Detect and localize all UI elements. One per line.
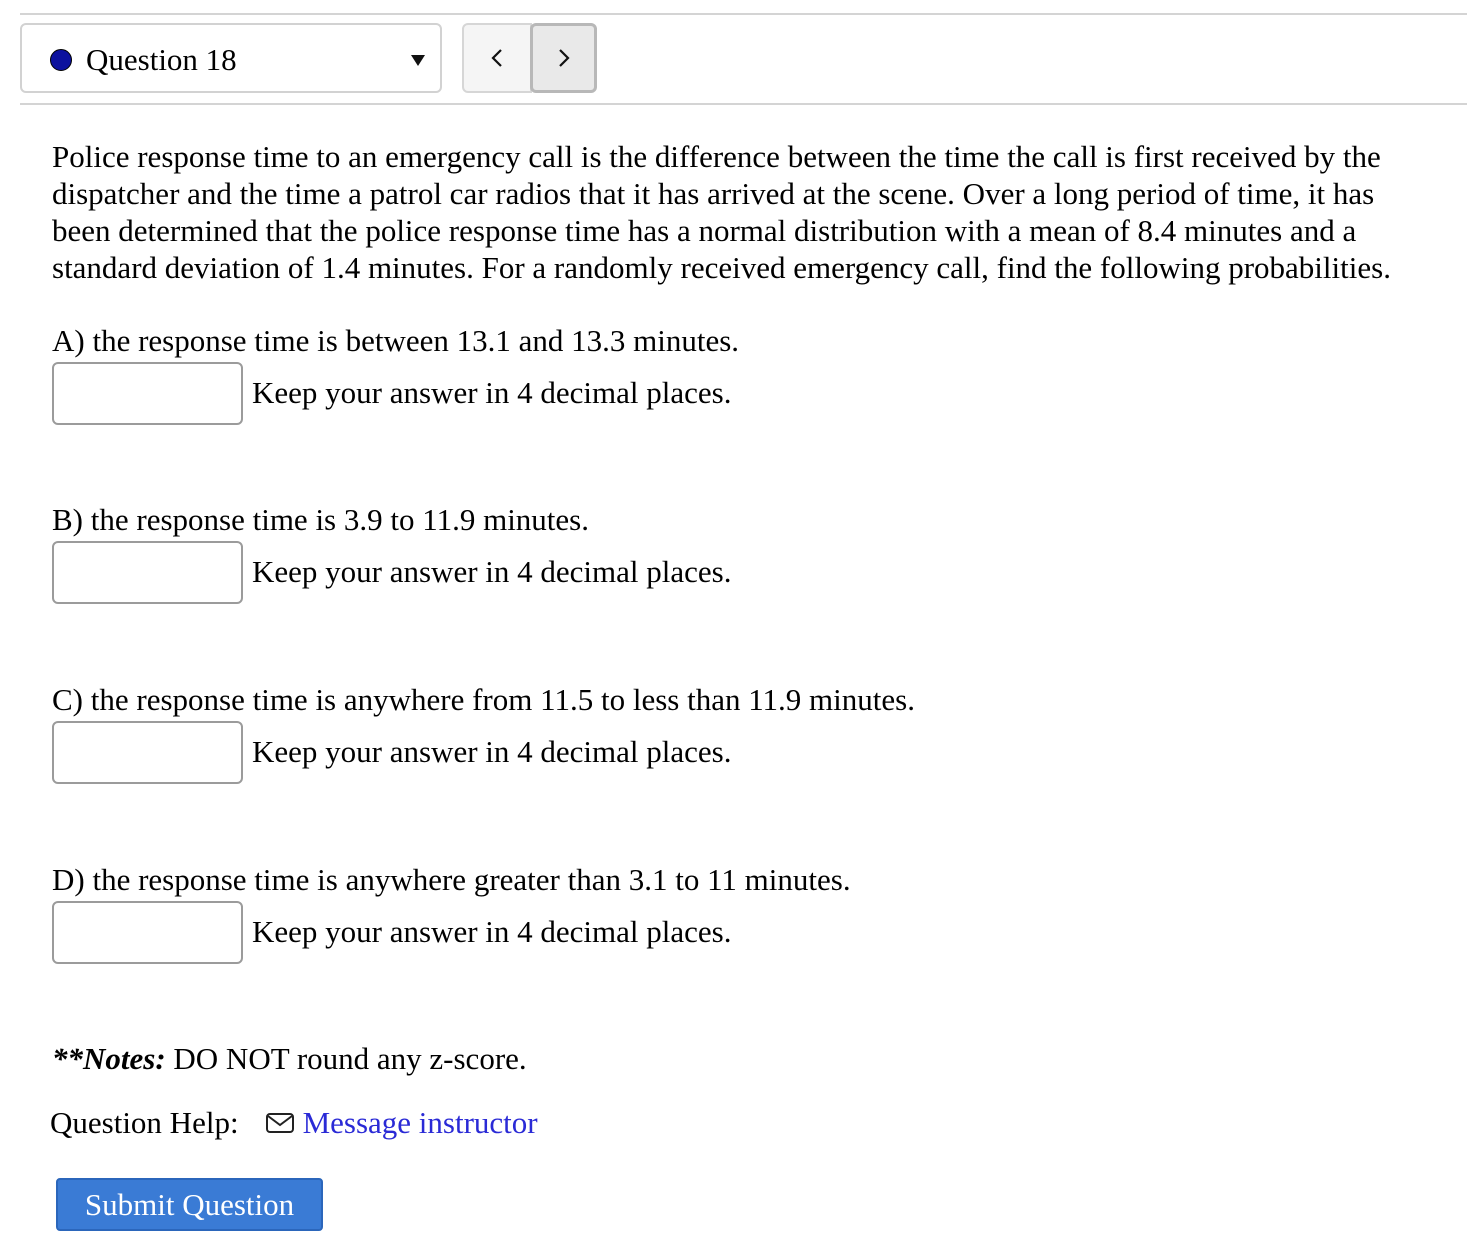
chevron-left-icon (490, 47, 504, 69)
stem-line: standard deviation of 1.4 minutes. For a randomly received emergency call, find the following probabilities. (52, 250, 1391, 285)
previous-question-button[interactable] (462, 23, 532, 93)
part-d-prompt: D) the response time is anywhere greater than 3.1 to 11 minutes. (52, 862, 851, 897)
envelope-icon[interactable] (265, 1111, 295, 1135)
stem-line: dispatcher and the time a patrol car radios that it has arrived at the scene. Over a long period of time, it has (52, 176, 1375, 211)
question-help-label: Question Help: (50, 1105, 239, 1140)
stem-line: been determined that the police response time has a normal distribution with a mean of 8.4 minutes and a (52, 213, 1357, 248)
part-b-answer-input[interactable] (52, 541, 243, 604)
part-b-hint: Keep your answer in 4 decimal places. (252, 554, 732, 589)
chevron-right-icon (557, 47, 571, 69)
part-c-answer-input[interactable] (52, 721, 243, 784)
part-c-prompt: C) the response time is anywhere from 11.5 to less than 11.9 minutes. (52, 682, 915, 717)
notes-text: DO NOT round any z-score. (165, 1041, 527, 1076)
part-d-answer-input[interactable] (52, 901, 243, 964)
stem-line: Police response time to an emergency call is the difference between the time the call is first received by the (52, 139, 1381, 174)
question-select-label: Question 18 (86, 42, 237, 77)
part-d-hint: Keep your answer in 4 decimal places. (252, 914, 732, 949)
caret-down-icon (411, 55, 425, 66)
question-stem (52, 138, 1447, 286)
part-a-answer-input[interactable] (52, 362, 243, 425)
question-help (50, 1105, 538, 1141)
notes (52, 1041, 527, 1077)
notes-prefix: **Notes: (52, 1041, 166, 1076)
question-select[interactable] (20, 23, 442, 93)
message-instructor-link[interactable]: Message instructor (302, 1105, 538, 1140)
question-status-dot (50, 49, 72, 71)
part-c-hint: Keep your answer in 4 decimal places. (252, 734, 732, 769)
part-b-prompt: B) the response time is 3.9 to 11.9 minutes. (52, 502, 589, 537)
submit-question-button[interactable]: Submit Question (56, 1178, 323, 1231)
part-a-prompt: A) the response time is between 13.1 and 13.3 minutes. (52, 323, 740, 358)
part-a-hint: Keep your answer in 4 decimal places. (252, 375, 732, 410)
nav-divider (20, 103, 1467, 105)
next-question-button[interactable] (530, 23, 597, 93)
top-divider (20, 13, 1467, 15)
